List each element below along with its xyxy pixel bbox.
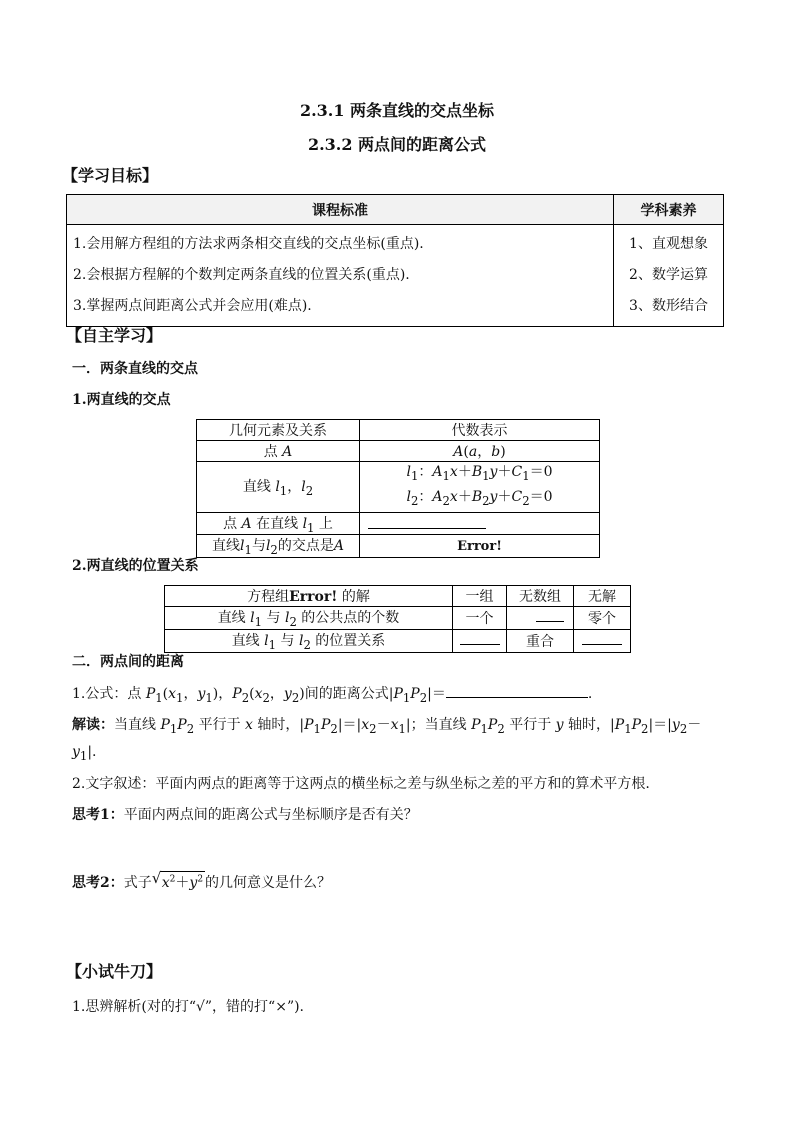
section-goals: 【学习目标】 [62,166,159,185]
t2-blank-2 [460,632,500,645]
goal-standard-3: 3.掌握两点间距离公式并会应用(难点). [73,298,312,314]
goals-table [66,194,724,327]
t1-point-a: 点 A [197,441,360,462]
part1-sub1: 1.两直线的交点 [72,392,171,408]
t2-blank-3 [582,632,622,645]
sqrt-expression: √ $x^2+y^2$ [151,869,204,891]
goals-literacy-cell [614,225,724,327]
goal-standard-1: 1.会用解方程组的方法求两条相交直线的交点坐标(重点). [73,236,424,252]
t1-header-geom: 几何元素及关系 [197,420,360,441]
think-1 [72,804,418,824]
text-statement: 2.文字叙述：平面内两点的距离等于这两点的横坐标之差与纵坐标之差的平方和的算术平方根. [72,776,650,792]
part2-heading: 二．两点间的距离 [72,654,184,670]
t1-eq-l2: $l_2$：$A_2x+B_2y+C_2=0$ [406,488,553,508]
t2-blank-cell-1 [507,607,574,630]
t1-line-equations [360,462,600,513]
t1-point-a-coord: A(a，b) [360,441,600,462]
intersection-table [196,419,600,558]
formula-blank [446,683,588,698]
t1-intersection: 直线$l_1$与$l_2$的交点是A [197,535,360,558]
title-2: 2.3.2 两点间的距离公式 [307,135,487,154]
t2-header-system: 方程组Error! 的解 [165,586,453,607]
think-2-label: 思考2： [72,875,124,891]
t2-common-points: 直线 $l_1$ 与 $l_2$ 的公共点的个数 [165,607,453,630]
t2-header-none: 无解 [574,586,631,607]
section-practice: 【小试牛刀】 [66,962,163,981]
think-2 [72,871,331,892]
think-1-text: 平面内两点间的距离公式与坐标顺序是否有关？ [123,807,418,823]
practice-item-1: 1.思辨解析(对的打“√”，错的打“×”). [72,999,305,1015]
think-2-suffix: 的几何意义是什么？ [205,875,332,891]
goals-header-literacy: 学科素养 [614,195,724,225]
goal-literacy-2: 2、数学运算 [629,267,708,283]
t2-header-one: 一组 [453,586,507,607]
part1-sub2: 2.两直线的位置关系 [72,558,199,574]
t1-lines: 直线 $l_1$，$l_2$ [197,462,360,513]
part1-heading: 一．两条直线的交点 [72,361,198,377]
t2-blank-cell-2 [453,629,507,652]
interp-label: 解读： [72,717,114,733]
think-1-label: 思考1： [72,807,124,823]
goal-literacy-1: 1、直观想象 [629,236,708,252]
goals-standards-cell [67,225,614,327]
section-self-study: 【自主学习】 [66,326,163,345]
goals-header-standard: 课程标准 [67,195,614,225]
t1-error: Error! [360,535,600,558]
t1-blank-cell [360,512,600,535]
interpretation-line-1: 解读：当直线 $P_1P_2$ 平行于 x 轴时，$|P_1P_2|=|x_2-x_1|$；当直线 $P_1P_2$ 平行于 y 轴时，$|P_1P_2|=|y_2-$ [72,717,702,736]
t2-zero: 零个 [574,607,631,630]
position-table [164,585,631,653]
formula-line: 1.公式：点 $P_1(x_1$，$y_1$)，$P_2(x_2$，$y_2$)间的距离公式$|P_1P_2|=$ . [72,683,592,705]
t2-position: 直线 $l_1$ 与 $l_2$ 的位置关系 [165,629,453,652]
t1-eq-l1: $l_1$：$A_1x+B_1y+C_1=0$ [406,464,553,483]
goal-literacy-3: 3、数形结合 [629,298,708,314]
t1-header-alg: 代数表示 [360,420,600,441]
t2-one: 一个 [453,607,507,630]
t2-coincide: 重合 [507,629,574,652]
t2-header-infinite: 无数组 [507,586,574,607]
think-2-prefix: 式子 [123,875,152,891]
t2-blank-cell-3 [574,629,631,652]
interpretation-line-2: $y_1|$. [72,744,97,763]
title-1: 2.3.1 两条直线的交点坐标 [299,101,495,120]
t1-blank [368,514,486,529]
goal-standard-2: 2.会根据方程解的个数判定两条直线的位置关系(重点). [73,267,410,283]
t2-blank-1 [536,609,564,622]
t1-a-on-l1: 点 A 在直线 $l_1$ 上 [197,512,360,535]
